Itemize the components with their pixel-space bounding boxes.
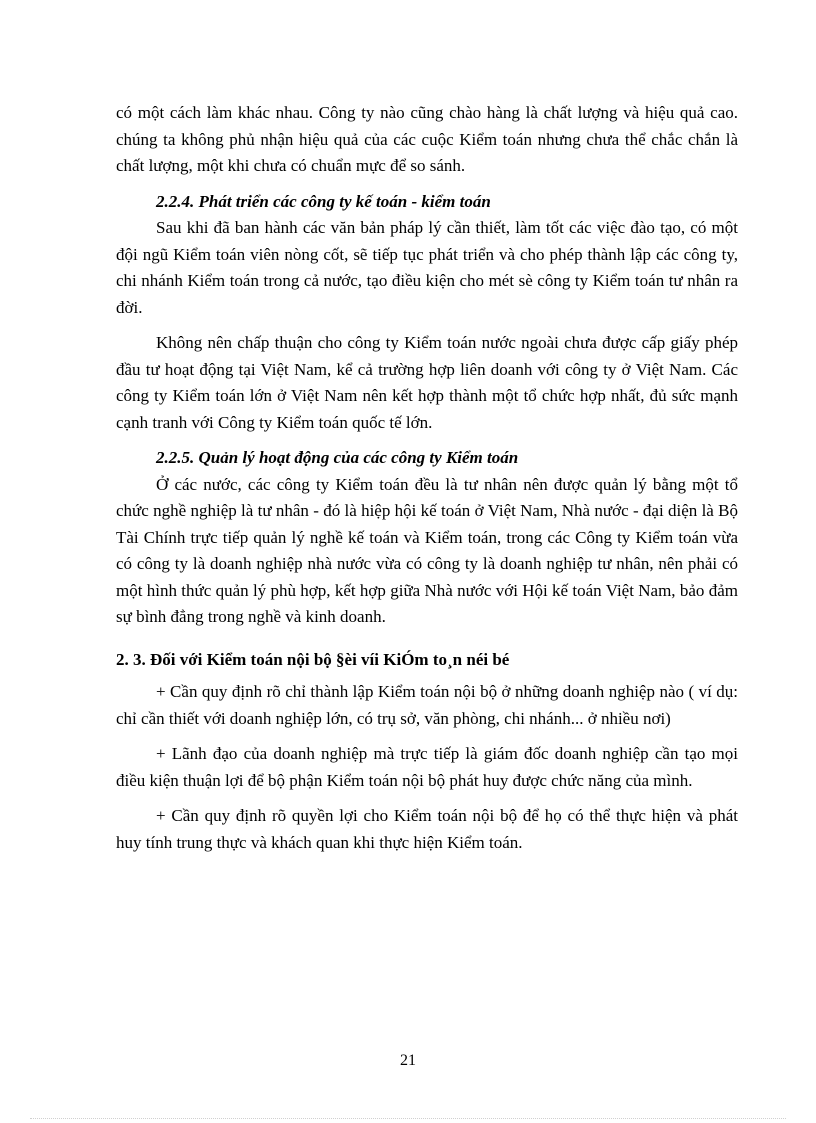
page-bottom-divider [30, 1118, 786, 1119]
heading-2-3: 2. 3. Đối với Kiểm toán nội bộ §èi víi KiÓm to¸n néi bé [116, 649, 510, 669]
heading-2-2-4: 2.2.4. Phát triển các công ty kế toán - kiểm toán [156, 191, 491, 211]
paragraph-continuation: có một cách làm khác nhau. Công ty nào cũng chào hàng là chất lượng và hiệu quả cao. chúng ta không phủ nhận hiệu quả của các cuộc Kiểm toán nhưng chưa thể chắc chắn là chất lượng, một khi chưa có chuẩn mực để so sánh. [116, 103, 738, 175]
paragraph-management: Ở các nước, các công ty Kiểm toán đều là tư nhân nên được quản lý bằng một tổ chức nghề nghiệp là tư nhân - đó là hiệp hội kế toán ở Việt Nam, Nhà nước - đại diện là Bộ Tài Chính trực tiếp quản lý nghề kế toán và Kiểm toán, trong các Công ty Kiểm toán vừa có công ty là doanh nghiệp nhà nước vừa có công ty là doanh nghiệp tư nhân, nên phải có một hình thức quản lý phù hợp, kết hợp giữa Nhà nước với Hội kế toán Việt Nam, bảo đảm sự bình đẳng trong nghề và kinh doanh. [116, 474, 738, 626]
page-number: 21 [400, 1052, 416, 1069]
paragraph-internal-audit-1: + Cần quy định rõ chỉ thành lập Kiểm toán nội bộ ở những doanh nghiệp nào ( ví dụ: chỉ cần thiết với doanh nghiệp lớn, có trụ sở, văn phòng, chi nhánh... ở nhiều nơi) [116, 682, 738, 728]
page-content [116, 100, 738, 865]
paragraph-internal-audit-3: + Cần quy định rõ quyền lợi cho Kiểm toán nội bộ để họ có thể thực hiện và phát huy tính trung thực và khách quan khi thực hiện Kiểm toán. [116, 806, 738, 852]
paragraph-foreign-firms: Không nên chấp thuận cho công ty Kiểm toán nước ngoài chưa được cấp giấy phép đầu tư hoạt động tại Việt Nam, kể cả trường hợp liên doanh với công ty ở Việt Nam. Các công ty Kiểm toán lớn ở Việt Nam nên kết hợp thành một tổ chức hợp nhất, đủ sức mạnh cạnh tranh với Công ty Kiểm toán quốc tế lớn. [116, 333, 738, 432]
heading-2-2-5: 2.2.5. Quản lý hoạt động của các công ty Kiểm toán [156, 448, 519, 467]
paragraph-internal-audit-2: + Lãnh đạo của doanh nghiệp mà trực tiếp là giám đốc doanh nghiệp cần tạo mọi điều kiện thuận lợi để bộ phận Kiểm toán nội bộ phát huy được chức năng của mình. [116, 744, 738, 790]
paragraph-development: Sau khi đã ban hành các văn bản pháp lý cần thiết, làm tốt các việc đào tạo, có một đội ngũ Kiểm toán viên nòng cốt, sẽ tiếp tục phát triển và cho phép thành lập các công ty, chi nhánh Kiểm toán trong cả nước, tạo điều kiện cho mét sè công ty Kiểm toán tư nhân ra đời. [116, 218, 738, 317]
